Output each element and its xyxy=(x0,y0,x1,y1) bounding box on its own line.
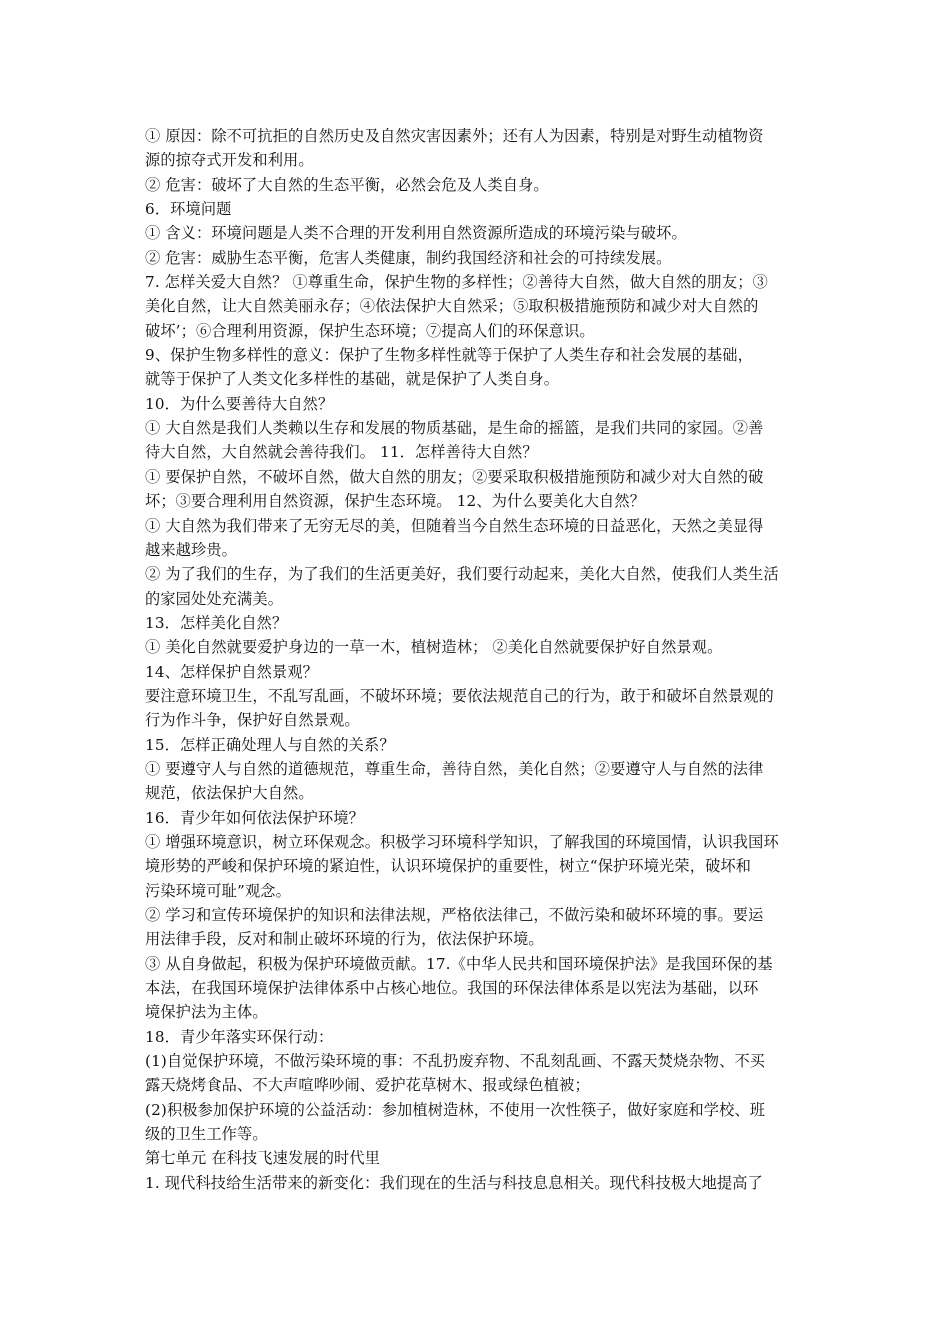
text-line: 美化自然，让大自然美丽永存；④依法保护大自然采；⑤取积极措施预防和减少对大自然的 xyxy=(145,297,759,316)
text-line: 行为作斗争，保护好自然景观。 xyxy=(145,711,360,730)
text-line: (1)自觉保护环境，不做污染环境的事：不乱扔废弃物、不乱刻乱画、不露天焚烧杂物、不买 xyxy=(145,1052,766,1071)
section-heading: 10．为什么要善待大自然？ xyxy=(145,394,334,413)
document-page xyxy=(145,124,810,1195)
text-line: 越来越珍贵。 xyxy=(145,540,238,559)
text-line: ① 大自然为我们带来了无穷无尽的美，但随着当今自然生态环境的日益恶化，天然之美显得 xyxy=(145,516,764,535)
text-line: 污染环境可耻”观念。 xyxy=(145,881,291,900)
text-line: 坏；③要合理利用自然资源，保护生态环境。 12、为什么要美化大自然？ xyxy=(145,492,646,511)
text-line: ① 要遵守人与自然的道德规范，尊重生命，善待自然，美化自然；②要遵守人与自然的法律 xyxy=(145,759,764,778)
section-heading: 13．怎样美化自然？ xyxy=(145,613,288,632)
text-line: ① 原因：除不可抗拒的自然历史及自然灾害因素外；还有人为因素，特别是对野生动植物资 xyxy=(145,127,764,145)
text-line: 用法律手段，反对和制止破坏环境的行为，依法保护环境。 xyxy=(145,930,544,949)
text-line: ② 危害：威胁生态平衡，危害人类健康，制约我国经济和社会的可持续发展。 xyxy=(145,248,672,267)
text-line: ① 大自然是我们人类赖以生存和发展的物质基础，是生命的摇篮，是我们共同的家园。②善 xyxy=(145,419,764,438)
text-line: 露天烧烤食品、不大声喧哗吵闹、爱护花草树木、报或绿色植被； xyxy=(145,1076,590,1095)
text-line: 7. 怎样关爱大自然？ ①尊重生命，保护生物的多样性；②善待大自然，做大自然的朋友；③ xyxy=(145,273,768,292)
text-line: 境保护法为主体。 xyxy=(145,1003,268,1022)
text-line: ② 危害：破坏了大自然的生态平衡，必然会危及人类自身。 xyxy=(145,175,549,194)
text-line: 境形势的严峻和保护环境的紧迫性，认识环境保护的重要性，树立“保护环境光荣，破坏和 xyxy=(145,857,752,876)
text-line: ③ 从自身做起，积极为保护环境做贡献。17.《中华人民共和国环境保护法》是我国环保的基 xyxy=(145,954,773,973)
text-line: ① 含义：环境问题是人类不合理的开发利用自然资源所造成的环境污染与破坏。 xyxy=(145,224,687,243)
text-line: 破坏’；⑥合理利用资源，保护生态环境；⑦提高人们的环保意识。 xyxy=(145,321,595,340)
text-line: ② 学习和宣传环境保护的知识和法律法规，严格依法律己，不做污染和破坏环境的事。要运 xyxy=(145,906,764,924)
section-heading: 6．环境问题 xyxy=(145,200,232,219)
text-line: ① 美化自然就要爱护身边的一草一木，植树造林； ②美化自然就要保护好自然景观。 xyxy=(145,638,723,657)
text-line: ② 为了我们的生存，为了我们的生活更美好，我们要行动起来，美化大自然，使我们人类生活 xyxy=(145,565,779,584)
section-heading: 16．青少年如何依法保护环境？ xyxy=(145,808,365,827)
text-line: 本法，在我国环境保护法律体系中占核心地位。我国的环保法律体系是以宪法为基础，以环 xyxy=(145,979,759,998)
text-line: 1. 现代科技给生活带来的新变化：我们现在的生活与科技息息相关。现代科技极大地提高了 xyxy=(145,1173,763,1192)
text-line: 要注意环境卫生，不乱写乱画，不破坏环境；要依法规范自己的行为，敢于和破坏自然景观的 xyxy=(145,686,774,705)
text-line: ① 增强环境意识，树立环保观念。积极学习环境科学知识，了解我国的环境国情，认识我国环 xyxy=(145,832,779,851)
text-line: 9、保护生物多样性的意义：保护了生物多样性就等于保护了人类生存和社会发展的基础， xyxy=(145,346,753,365)
section-heading: 14、怎样保护自然景观？ xyxy=(145,662,319,681)
text-line: 待大自然，大自然就会善待我们。 11．怎样善待大自然？ xyxy=(145,443,538,462)
text-line: ① 要保护自然，不破坏自然，做大自然的朋友；②要采取积极措施预防和减少对大自然的破 xyxy=(145,467,764,486)
text-line: 的家园处处充满美。 xyxy=(145,589,284,608)
text-line: 级的卫生工作等。 xyxy=(145,1125,268,1144)
text-line: 就等于保护了人类文化多样性的基础，就是保护了人类自身。 xyxy=(145,370,560,389)
section-heading: 15．怎样正确处理人与自然的关系？ xyxy=(145,735,395,754)
unit-heading: 第七单元 在科技飞速发展的时代里 xyxy=(145,1149,381,1168)
text-line: 规范，依法保护大自然。 xyxy=(145,784,314,803)
text-line: (2)积极参加保护环境的公益活动：参加植树造林，不使用一次性筷子，做好家庭和学校、班 xyxy=(145,1100,766,1119)
section-heading: 18．青少年落实环保行动： xyxy=(145,1027,334,1046)
text-line: 源的掠夺式开发和利用。 xyxy=(145,151,314,170)
